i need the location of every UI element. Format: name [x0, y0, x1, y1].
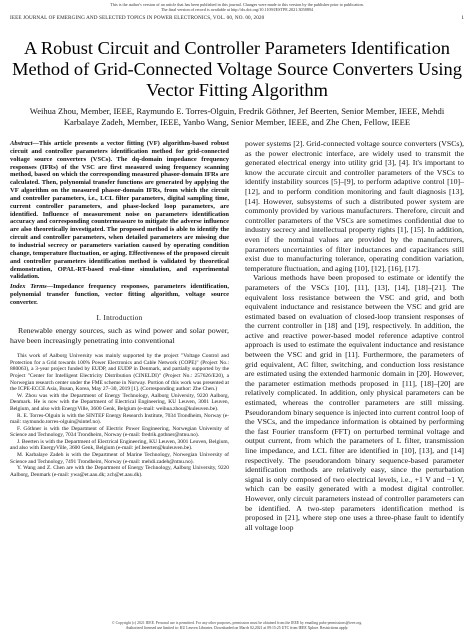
index-terms-label: Index Terms	[10, 283, 47, 291]
footnote-affiliation: J. Beerten is with the Department of Electrical Engineering, KU Leuven, 3001 Leuven, Belgium, and also with EnergyVille, 3600 Genk, Belgium (e-mail: jef.beerten@kuleuven.be).	[10, 438, 229, 452]
index-terms-text: —Impedance frequency responses, parameters identification, polynomial transfer function, vector fitting algorithm, voltage source converter.	[10, 283, 229, 306]
abstract	[10, 140, 229, 281]
abstract-label: Abstract	[10, 140, 33, 147]
copyright-notice: © Copyright (c) 2021 IEEE. Personal use is permitted. For any other purposes, permission must be obtained from the IEEE by emailing pubs-permissions@ieee.org.	[111, 621, 363, 625]
paper-title: A Robust Circuit and Controller Parameters Identification Method of Grid-Connected Voltage Source Converters Using Vector Fitting Algorithm	[12, 38, 462, 100]
abstract-text: —This article presents a vector fitting (VF) algorithm-based robust circuit and controller parameters identification method for grid-connected voltage source converters (VSCs). The dq-domain impedance frequency responses (IFRs) of the VSC are first measured using frequency scanning method, based on which the corresponding measured phasor-domain IFRs are calculated. Then, polynomial transfer functions are generated by applying the VF algorithm on the measured phasor-domain IFRs, from which the circuit and controller parameters, i.e., LCL filter parameters, digital sampling time, current controller parameters, and phase-locked loop parameters, are identified. Influence of measurement noise on parameters identification accuracy and corresponding countermeasure to mitigate the adverse influence are also theoretically investigated. The proposed method is able to identify the circuit and controller parameters, when detailed parameters are missing due to industrial secrecy or parameters variation caused by operating condition change, temperature fluctuation, or aging. Effectiveness of the proposed circuit and controller parameters identification method is validated by theoretical demonstration, OPAL-RT-based real-time simulation, and experimental validation.	[10, 140, 229, 281]
author-list: Weihua Zhou, Member, IEEE, Raymundo E. Torres-Olguin, Fredrik Göthner, Jef Beerten, Senior Member, IEEE, Mehdi Karbalaye Zadeh, Member, IEEE, Yanbo Wang, Senior Member, IEEE, and Zhe Chen, Fellow, IEEE	[29, 106, 445, 127]
body-paragraph: power systems [2]. Grid-connected voltage source converters (VSCs), as the power electronic interface, are widely used to transmit the generated electrical energy into utility grid [3], [4]. It's important to know the accurate circuit and controller parameters of the VSCs to identify instability sources [5]–[9], to perform adaptive control [10]–[12], and to perform condition monitoring and fault diagnosis [13], [14]. However, subsystems of such a distributed power system are commonly provided by various manufacturers. Therefore, circuit and controller parameters of the VSCs are sometimes confidential due to industry secrecy and intellectual property rights [1], [15]. In addition, even if the nominal values are provided by the manufacturers, parameters uncertainties of filter inductances and capacitances still exist due to manufacturing tolerance, operating condition variation, temperature fluctuation, and aging [10], [12], [16], [17].	[245, 139, 464, 273]
footnote-affiliation: R. E. Torres-Olguin is with the SINTEF Energy Research Institute, 7034 Trondheim, Norway (e-mail: raymundo.torres-olguin@sintef.no).	[10, 412, 229, 426]
publication-notice-line2: The final version of record is available at http://dx.doi.org/10.1109/JESTPE.2021.3058894	[160, 7, 313, 12]
publication-notice-line1: This is the author's version of an article that has been published in this journal. Changes were made to this version by the publisher prior to publication.	[110, 2, 364, 7]
footnotes	[10, 353, 229, 478]
download-footer: Authorized licensed use limited to: KU Leuven Libraries. Downloaded on March 02,2021 at 09:15:25 UTC from IEEE Xplore. Restrictions apply.	[125, 626, 349, 630]
right-column	[245, 139, 464, 532]
page-number: 1	[461, 15, 464, 21]
running-head: IEEE JOURNAL OF EMERGING AND SELECTED TOPICS IN POWER ELECTRONICS, VOL. 00, NO. 00, 2020	[10, 15, 265, 21]
footnote-affiliation: F. Göthner is with the Department of Electric Power Engineering, Norwegian University of Science and Technology, 7034 Trondheim, Norway (e-mail: fredrik.gothner@ntnu.no).	[10, 425, 229, 439]
footnote-funding: This work of Aalborg University was mainly supported by the project "Voltage Control and Protection for a Grid towards 100% Power Electronics and Cable Network (COPE)" (Project No.: 880063), a 3-year project funded by EUDP, and EUDP in Denmark, and partially supported by the Project "Center for Intelligent Electricity Distribution (CINELDI)" (Project No.: 257626/E20), a Norwegian research center under the FME scheme in Norway. Portion of this work was presented at the ICPE-ECCE Asia, Busan, Korea, May 27–30, 2019 [1]. (Corresponding author: Zhe Chen.)	[10, 353, 229, 393]
body-paragraph: Various methods have been proposed to estimate or identify the parameters of the VSCs [10], [11], [13], [14], [18]–[21]. The equivalent loss resistance between the VSC and grid, and both equivalent inductance and resistance between the VSC and grid are estimated based on evaluation of closed-loop transient responses of the current controller in [18] and [19], respectively. In addition, the active and reactive power-based model reference adaptive control approach is used to estimate the equivalent inductance and resistance between the VSC and grid in [11]. Furthermore, the parameters of grid equivalent, AC filter, switching, and conduction loss resistance are estimated using the extended harmonic domain in [20]. However, the parameter estimation methods proposed in [11], [18]–[20] are relatively complicated. In addition, only physical parameters can be estimated, whereas the controller parameters are still missing. Pseudorandom binary sequence is injected into current control loop of the VSCs, and the impedance information is obtained by performing the fast Fourier transform (FFT) on perturbed terminal voltage and output current, from which the parameters of L filter, transmission line impedance, and LCL filter are identified in [10], [13], and [14] respectively. The pseudorandom binary sequence-based parameter identification methods are relatively easy, since the perturbation signal is only composed of two electrical levels, i.e., +1 V and −1 V, which can be easily generated with a modest digital controller. However, only circuit parameters instead of controller parameters can be identified. A two-step parameters identification method is proposed in [21], where step one uses a three-phase fault to identify all voltage loop	[245, 273, 464, 532]
left-column	[10, 140, 229, 478]
footnote-affiliation: W. Zhou was with the Department of Energy Technology, Aalborg University, 9220 Aalborg, Denmark. He is now with the Department of Electrical Engineering, KU Leuven, 3001 Leuven, Belgium, and also with EnergyVille, 3600 Genk, Belgium (e-mail: weihua.zhou@kuleuven.be).	[10, 392, 229, 412]
introduction-paragraph: Renewable energy sources, such as wind power and solar power, have been increasingly penetrating into conventional	[10, 325, 229, 345]
section-heading-introduction: I. Introduction	[96, 313, 143, 322]
footnote-affiliation: Y. Wang and Z. Chen are with the Department of Energy Technology, Aalborg University, 9220 Aalborg, Denmark (e-mail: ywa@et.aau.dk; zch@et.aau.dk).	[10, 465, 229, 478]
footnote-affiliation: M. Karbalaye Zadeh is with the Department of Marine Technology, Norwegian University of Science and Technology, 7491 Trondheim, Norway (e-mail: mehdi.zadeh@ntnu.no).	[10, 452, 229, 465]
index-terms	[10, 283, 229, 307]
